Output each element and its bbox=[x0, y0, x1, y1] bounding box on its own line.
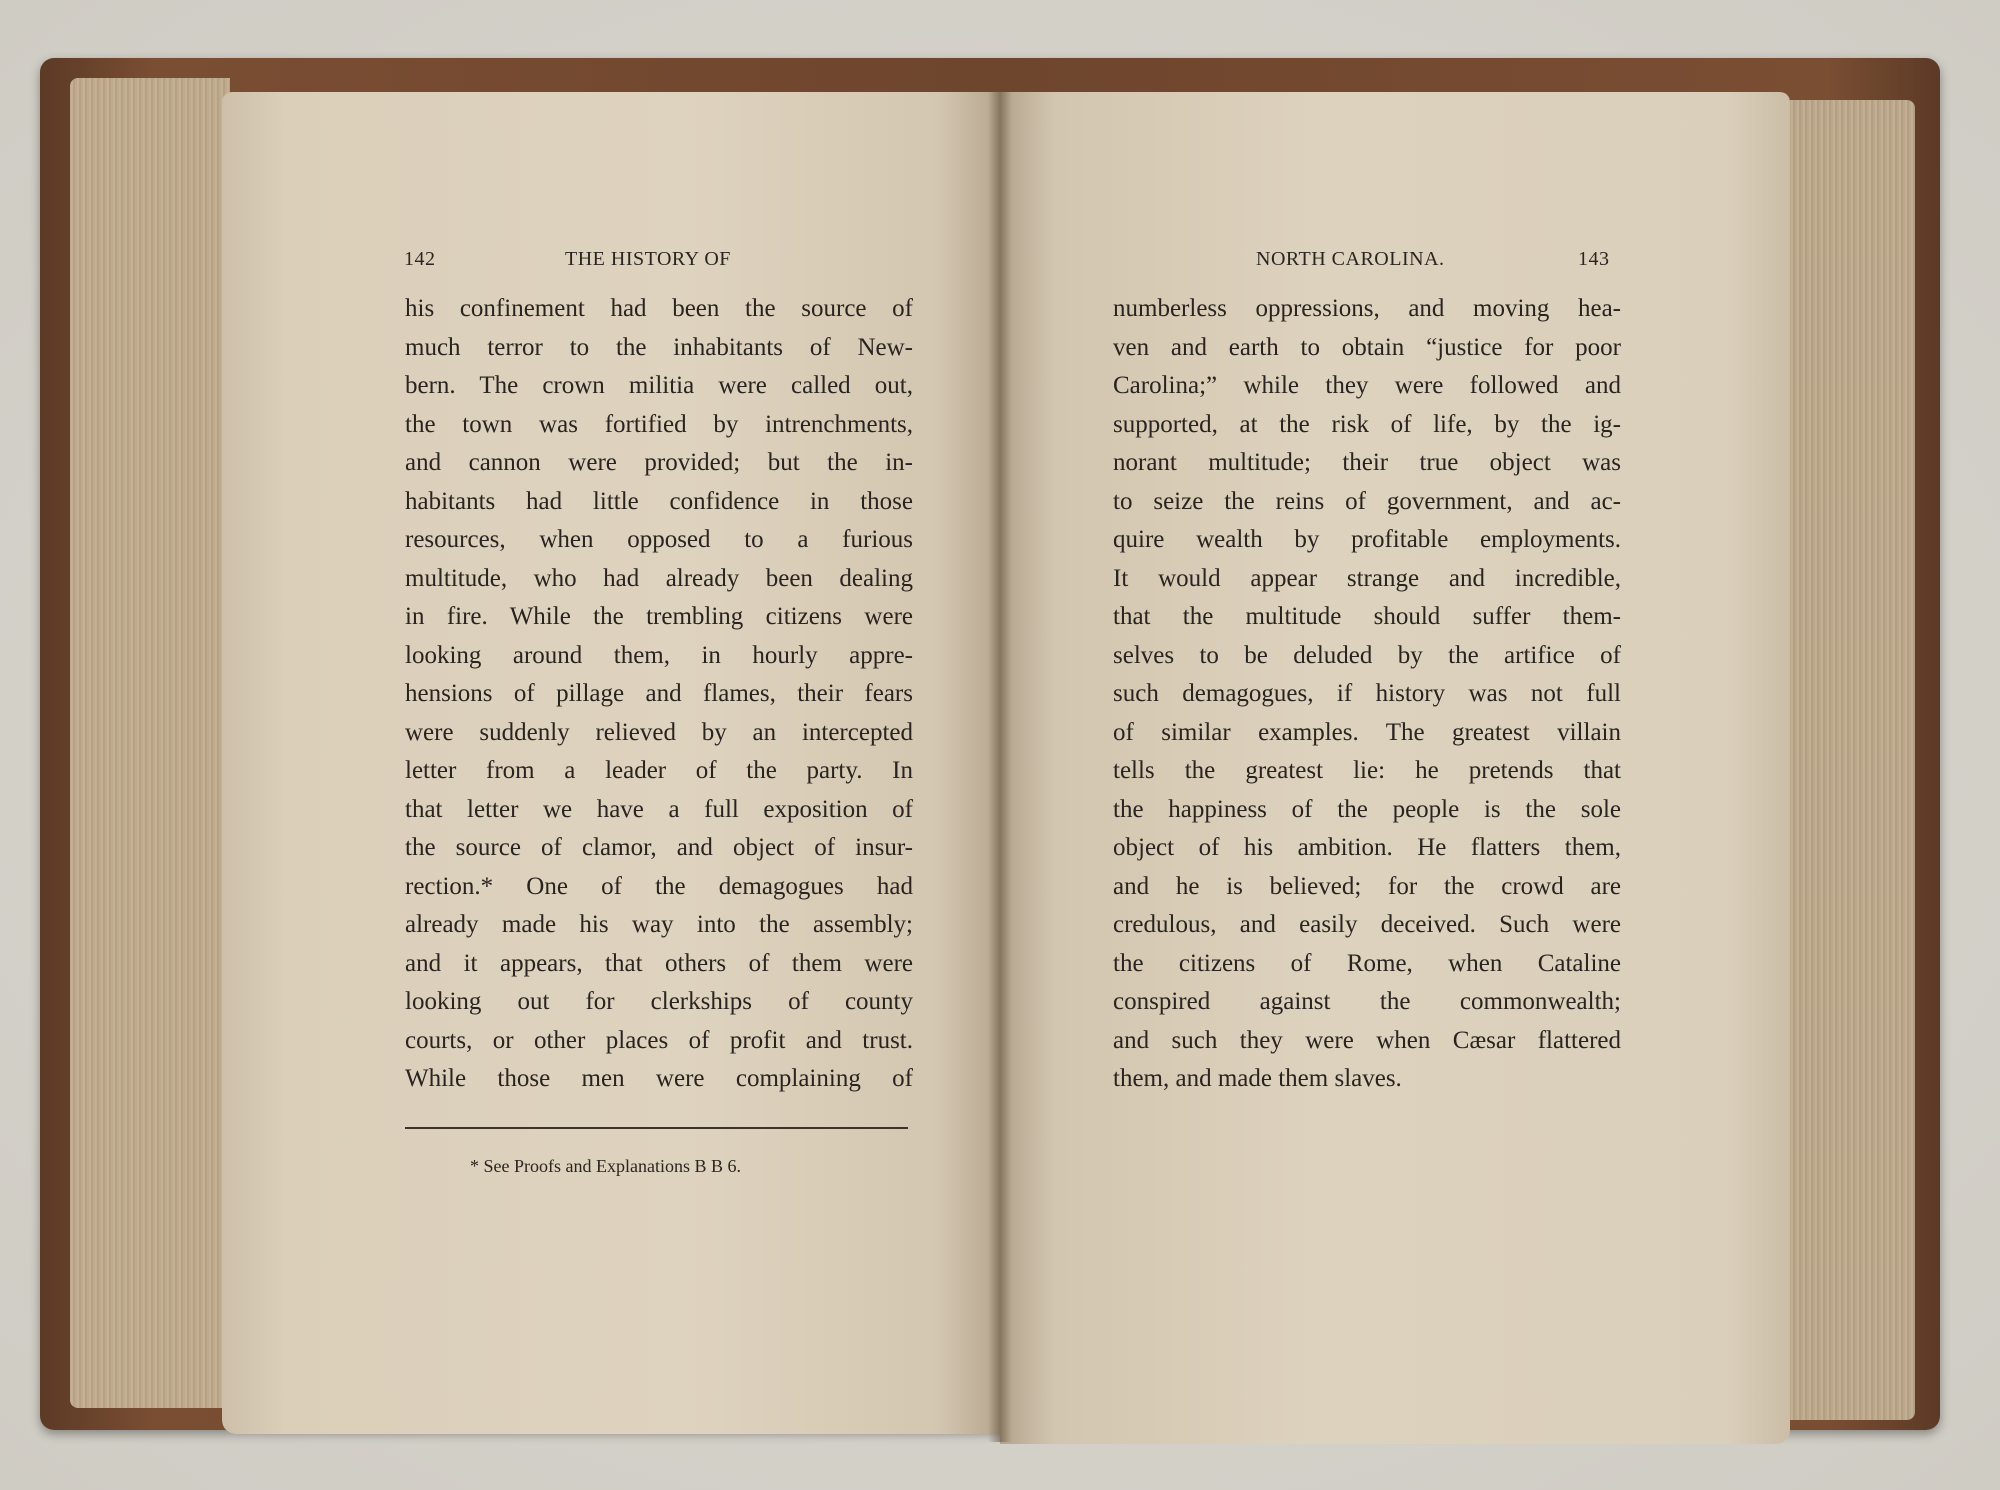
text-line: looking out for clerkships of county bbox=[405, 988, 913, 1015]
text-line: ven and earth to obtain “justice for poor bbox=[1113, 333, 1621, 361]
text-line: were suddenly relieved by an intercepted bbox=[405, 718, 913, 746]
left-page-body bbox=[405, 290, 913, 1099]
text-line: courts, or other places of profit and trust. bbox=[405, 1026, 913, 1054]
text-line: resources, when opposed to a furious bbox=[405, 526, 913, 553]
text-line: and such they were when Cæsar flattered bbox=[1113, 1026, 1621, 1054]
right-page-edges bbox=[1790, 100, 1915, 1420]
left-page-edges bbox=[70, 78, 230, 1408]
text-line: the source of clamor, and object of insur- bbox=[405, 834, 913, 861]
text-line: While those men were complaining of bbox=[405, 1065, 913, 1092]
text-line: tells the greatest lie: he pretends that bbox=[1113, 757, 1621, 784]
text-line: selves to be deluded by the artifice of bbox=[1113, 641, 1621, 669]
text-line: looking around them, in hourly appre- bbox=[405, 641, 913, 669]
left-page-number: 142 bbox=[404, 248, 436, 270]
left-running-head: THE HISTORY OF bbox=[565, 248, 731, 270]
text-line: supported, at the risk of life, by the ig- bbox=[1113, 410, 1621, 438]
text-line: much terror to the inhabitants of New- bbox=[405, 333, 913, 361]
text-line: multitude, who had already been dealing bbox=[405, 564, 913, 592]
text-line: norant multitude; their true object was bbox=[1113, 449, 1621, 476]
text-line: them, and made them slaves. bbox=[1113, 1065, 1402, 1092]
text-line: that letter we have a full exposition of bbox=[405, 795, 913, 823]
right-page-body bbox=[1113, 290, 1621, 1099]
text-line: and cannon were provided; but the in- bbox=[405, 449, 913, 476]
text-line: letter from a leader of the party. In bbox=[405, 757, 913, 784]
book-gutter bbox=[988, 92, 1012, 1442]
text-line: such demagogues, if history was not full bbox=[1113, 680, 1621, 707]
text-line: quire wealth by profitable employments. bbox=[1113, 526, 1621, 553]
text-line: habitants had little confidence in those bbox=[405, 487, 913, 515]
right-page-number: 143 bbox=[1578, 248, 1610, 270]
text-line: conspired against the commonwealth; bbox=[1113, 988, 1621, 1015]
text-line: and it appears, that others of them were bbox=[405, 949, 913, 977]
right-running-head: NORTH CAROLINA. bbox=[1256, 248, 1445, 270]
text-line: the happiness of the people is the sole bbox=[1113, 795, 1621, 823]
text-line: rection.* One of the demagogues had bbox=[405, 872, 913, 900]
text-line: already made his way into the assembly; bbox=[405, 911, 913, 938]
footnote-rule bbox=[405, 1127, 908, 1129]
text-line: to seize the reins of government, and ac- bbox=[1113, 487, 1621, 515]
text-line: the town was fortified by intrenchments, bbox=[405, 410, 913, 438]
text-line: It would appear strange and incredible, bbox=[1113, 564, 1621, 592]
text-line: of similar examples. The greatest villain bbox=[1113, 718, 1621, 746]
text-line: and he is believed; for the crowd are bbox=[1113, 872, 1621, 900]
text-line: hensions of pillage and flames, their fears bbox=[405, 680, 913, 707]
text-line: that the multitude should suffer them- bbox=[1113, 603, 1621, 630]
text-line: credulous, and easily deceived. Such were bbox=[1113, 911, 1621, 938]
text-line: his confinement had been the source of bbox=[405, 295, 913, 322]
text-line: Carolina;” while they were followed and bbox=[1113, 372, 1621, 399]
footnote: * See Proofs and Explanations B B 6. bbox=[470, 1156, 741, 1176]
text-line: in fire. While the trembling citizens were bbox=[405, 603, 913, 630]
text-line: the citizens of Rome, when Cataline bbox=[1113, 949, 1621, 977]
text-line: numberless oppressions, and moving hea- bbox=[1113, 295, 1621, 322]
text-line: bern. The crown militia were called out, bbox=[405, 372, 913, 399]
text-line: object of his ambition. He flatters them, bbox=[1113, 834, 1621, 861]
